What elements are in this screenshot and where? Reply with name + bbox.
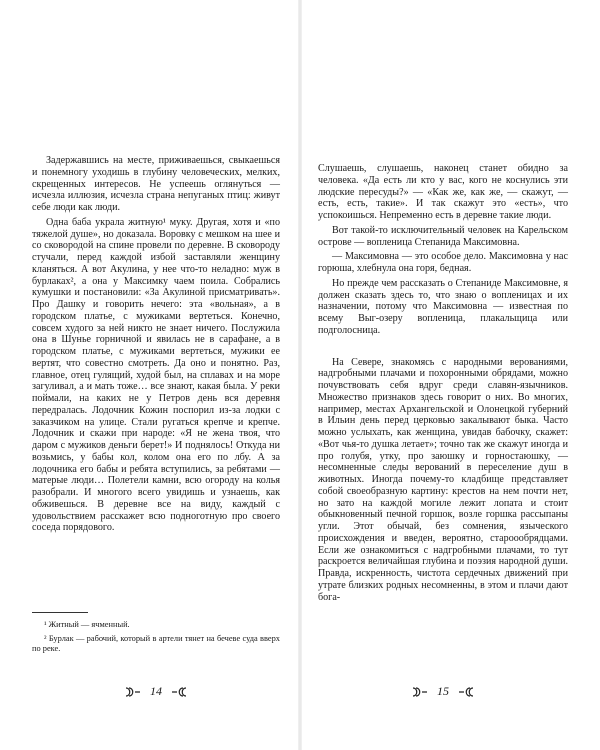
right-page-body xyxy=(318,163,568,603)
right-paragraph-2: Вот такой-то исключительный человек на Карельском острове — вопленица Степанида Максимовна. xyxy=(318,224,568,248)
left-folio xyxy=(32,684,280,699)
ornament-right-icon xyxy=(458,686,474,698)
right-paragraph-5: На Севере, знакомясь с народными верованиями, надгробными плачами и похоронными обрядами, можно почувствовать себя вдруг среди славян-язычников. Множество признаков здесь говорит о них. Во многих, например, местах Архангельской и Олонецкой губерний в Ильин день перед церковью закалывают быка. Часто можно услыхать, как женщина, увидав бабочку, скажет: «Вот чья-то душка летает»; точно так же скажут иногда и про голубя, утку, про заюшку и горностаюшку, — несомненные следы верований в переселение душ в животных. Иногда почему-то кладбище представляет собой своеобразную картину: крестов на нем почти нет, но зато на каждой могиле лежит лопата и стоит обыкновенный печной горшок, возле горшка рассыпаны угли. Этот обычай, без сомнения, языческого происхождения и введен, вероятно, староообрядцами. Если же ознакомиться с надгробными плачами, то тут раскроется величайшая глубина и поэзия народной души. Правда, искренность, чистота сердечных движений при утрате близких родных несомненны, в этом и плачи дают бога- xyxy=(318,356,568,603)
left-page-number: 14 xyxy=(150,684,162,698)
ornament-right-icon xyxy=(171,686,187,698)
left-paragraph-1: Задержавшись на месте, приживаешься, свыкаешься и понемногу уходишь в глубину человеческих, мелких, скрещенных интересов. Не успеешь оглянуться — исчезла иллюзия, исчезла страна непуганых птиц: живут себе люди как люди. xyxy=(32,155,280,213)
left-page xyxy=(32,0,280,750)
book-gutter xyxy=(298,0,302,750)
right-page-number: 15 xyxy=(437,684,449,698)
right-paragraph-3: — Максимовна — это особое дело. Максимовна у нас горюша, хлебнула она горя, бедная. xyxy=(318,251,568,274)
right-folio xyxy=(318,684,568,699)
left-paragraph-2: Одна баба украла житную¹ муку. Другая, хотя и «по тяжелой душе», но доказала. Воровку с мешком на шее и со сковородой на спине провели по деревне. В сковороду стучали, перед каждой избой заставляли женщину кланяться. А вот Акулина, у нее что-то неладно: муж в бурлаках², а она у Максимку чаем поила. Собрались кумушки и постановили: «За Акулиной присматривать». Про Дашку и говорить нечего: эта «вольная», а в городском платье, с мужиками вертеться. Конечно, совсем худого за ней никто не знает ничего. Послужила она в Шунье горничной и явилась не в сарафане, а в городском платье, с мужиками вертеться, мужики ее вертят, что совестно смотреть. Да оно и понятно. Раз, главное, отец гулящий, худой был, на сплавах и на море загуливал, а и мать тоже… все знают, какая была. У реки поймали, на каких не у Петров день вся деревня передралась. Лодочник Кожин поспорил из-за лодки с заказчиком на улице. Стали ругаться крепче и крепче. Лодочник и скажи при народе: «Я не жена твоя, что даром с мужиков деньги берет!» И поднялось! Откуда ни возьмись, у бабы кол, колом она его по лбу. А за лодочника его бабы и ребята вступились, за ребятами — матерые люди… Полетели камни, всю огороду на колья разобрали. И многого всего увидишь и узнаешь, как обживешься. В деревне все на виду, каждый с удовольствием расскажет всю подноготную про своего соседа порядового. xyxy=(32,216,280,534)
left-page-body xyxy=(32,155,280,534)
footnotes xyxy=(32,620,280,654)
footnote-2: ² Бурлак — рабочий, который в артели тянет на бечеве суда вверх по реке. xyxy=(32,634,280,653)
ornament-left-icon xyxy=(412,686,428,698)
ornament-left-icon xyxy=(125,686,141,698)
right-paragraph-1: Слушаешь, слушаешь, наконец станет обидно за человека. «Да есть ли кто у вас, кого не коснулись эти людские пересуды?» — «Как же, как же, — скажут, — есть, есть, такие». И так скажут это «есть», что успокоишься. Непременно есть в деревне такие люди. xyxy=(318,163,568,221)
footnote-1: ¹ Житный — ячменный. xyxy=(44,620,130,629)
right-paragraph-4: Но прежде чем рассказать о Степаниде Максимовне, я должен сказать здесь то, что знаю о вопленицах и их назначении, потому что Максимовна — известная по всему Выг-озеру вопленица, плакальщица или подголосница. xyxy=(318,277,568,336)
right-page xyxy=(318,0,568,750)
footnote-rule xyxy=(32,612,88,613)
